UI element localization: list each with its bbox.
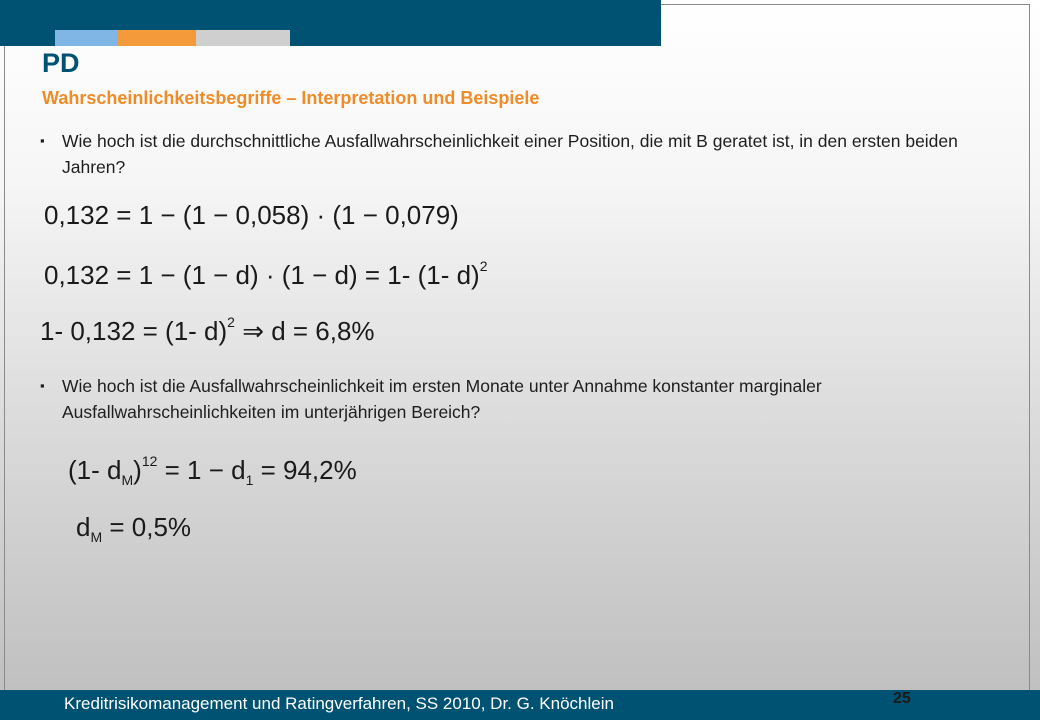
bullet-marker: ▪ — [40, 133, 45, 148]
equation-4-paren: ) — [133, 455, 142, 485]
equation-4-sub-1: 1 — [245, 472, 254, 489]
footer-text: Kreditrisikomanagement und Ratingverfahren, SS 2010, Dr. G. Knöchlein — [64, 694, 614, 713]
slide-subtitle: Wahrscheinlichkeitsbegriffe – Interpretation und Beispiele — [42, 88, 540, 108]
equation-4-mid: = 1 − d — [157, 455, 246, 485]
accent-stripe-orange — [118, 30, 196, 46]
equation-3-right: ⇒ d = 6,8% — [242, 316, 375, 346]
slide-frame — [4, 4, 1030, 710]
accent-stripe-blue — [55, 30, 118, 46]
equation-5-sub: M — [90, 529, 103, 546]
bullet-text: Wie hoch ist die durchschnittliche Ausfallwahrscheinlichkeit einer Position, die mit B geratet ist, in den ersten beiden Jahren? — [62, 131, 958, 177]
bullet-text: Wie hoch ist die Ausfallwahrscheinlichkeit im ersten Monate unter Annahme konstanter marginaler Ausfallwahrscheinlichkeiten im unterjährigen Bereich? — [62, 376, 822, 422]
equation-1: 0,132 = 1 − (1 − 0,058) · (1 − 0,079) — [44, 200, 459, 230]
equation-4-exponent: 12 — [141, 453, 158, 469]
accent-stripe-gray — [196, 30, 290, 46]
equation-2-main: 0,132 = 1 − (1 − d) · (1 − d) = 1- (1- d) — [44, 260, 480, 290]
equation-2-exponent: 2 — [479, 258, 488, 274]
equation-4-sub-m: M — [121, 472, 134, 489]
equation-4-right: = 94,2% — [253, 455, 357, 485]
slide-title: PD — [42, 48, 80, 78]
equation-5-right: = 0,5% — [102, 512, 192, 542]
equation-3 — [40, 316, 375, 347]
equation-4 — [68, 455, 357, 488]
equation-3-exponent: 2 — [227, 314, 235, 330]
equation-4-left: (1- d — [68, 455, 122, 485]
equation-5-left: d — [76, 512, 91, 542]
bullet-marker: ▪ — [40, 378, 45, 393]
equation-2 — [44, 260, 488, 291]
equation-5 — [76, 512, 191, 545]
equation-3-left: 1- 0,132 = (1- d) — [40, 316, 228, 346]
page-number: 25 — [893, 690, 911, 707]
